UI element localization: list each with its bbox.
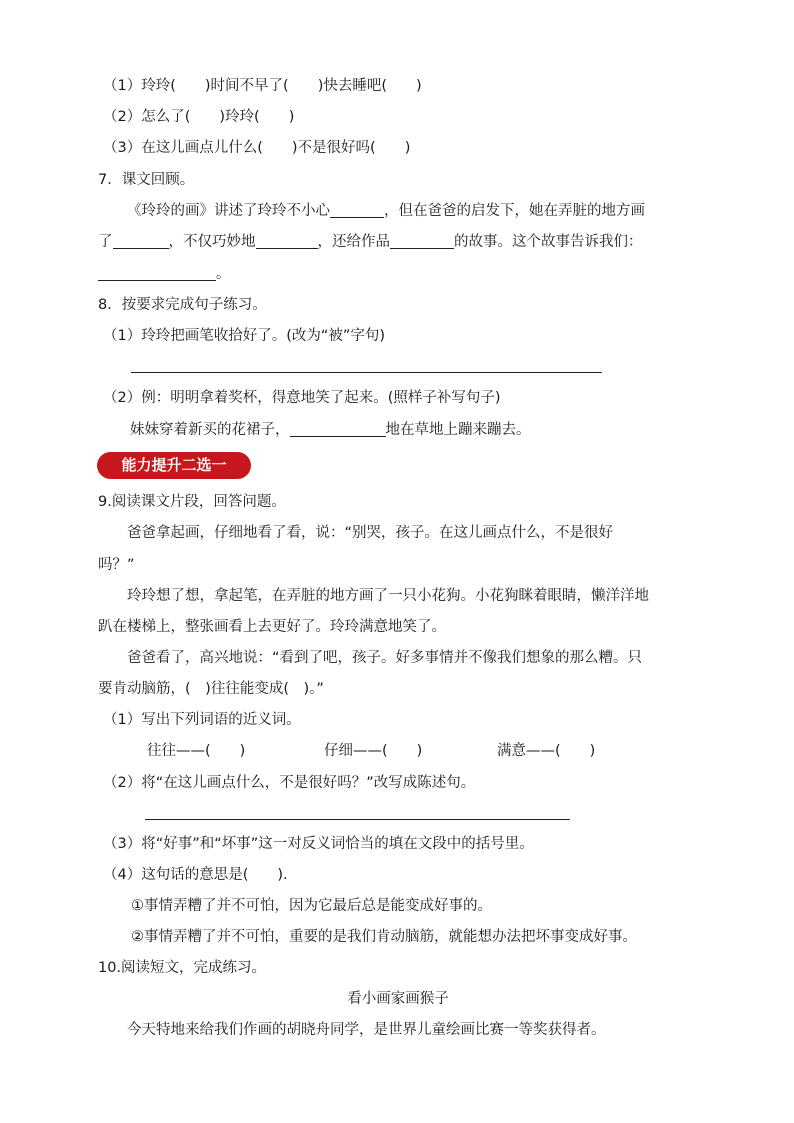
q9-synonym-2: 仔细——( ) [324,743,423,759]
q6-item-2: （2）怎么了( )玲玲( ) [103,109,295,125]
q9-sub-1: （1）写出下列词语的近义词。 [103,712,301,728]
q10-title: 看小画家画猴子 [347,991,449,1007]
q7-text-1a: 《玲玲的画》讲述了玲玲不小心 [127,203,330,219]
section-banner: 能力提升二选一 [97,452,251,479]
q7-blank-2[interactable] [113,233,169,249]
q10-para-1: 今天特地来给我们作画的胡晓舟同学，是世界儿童绘画比赛一等奖获得者。 [127,1022,606,1038]
q9-option-2: ②事情弄糟了并不可怕，重要的是我们肯动脑筋，就能想办法把坏事变成好事。 [131,929,637,945]
q7-text-1b: ，但在爸爸的启发下，她在弄脏的地方画 [384,203,645,219]
q7-blank-4[interactable] [390,233,454,249]
q7-blank-5[interactable] [98,265,216,281]
q7-text-2d: 的故事。这个故事告诉我们： [454,234,643,250]
q7-heading: 7．课文回顾。 [98,172,195,188]
q9-answer-line[interactable] [145,819,570,820]
q9-sub-4: （4）这句话的意思是( ). [103,867,288,883]
q9-sub-2: （2）将“在这儿画点什么，不是很好吗？”改写成陈述句。 [103,775,476,791]
q9-synonym-1: 往往——( ) [147,743,246,759]
q10-heading: 10.阅读短文，完成练习。 [98,960,267,976]
q6-item-1: （1）玲玲( )时间不早了( )快去睡吧( ) [103,78,422,94]
q9-para-2a: 玲玲想了想，拿起笔，在弄脏的地方画了一只小花狗。小花狗眯着眼睛，懒洋洋地 [127,588,649,604]
q9-synonym-3: 满意——( ) [497,743,596,759]
q7-line-1 [127,201,645,221]
q9-para-3a: 爸爸看了，高兴地说：“看到了吧，孩子。好多事情并不像我们想象的那么糟。只 [127,650,643,666]
q8-answer-line-1[interactable] [131,372,602,373]
q7-blank-3[interactable] [256,233,318,249]
q9-para-2b: 趴在楼梯上，整张画看上去更好了。玲玲满意地笑了。 [98,619,446,635]
q8-text-2a: 妹妹穿着新买的花裙子， [130,422,290,438]
q6-item-3: （3）在这儿画点儿什么( )不是很好吗( ) [103,140,411,156]
q8-text-2b: 地在草地上蹦来蹦去。 [385,422,531,438]
q8-item-1: （1）玲玲把画笔收拾好了。(改为“被”字句) [103,328,386,344]
q9-para-1b: 吗？” [98,557,135,573]
q7-text-2b: ，不仅巧妙地 [168,234,256,250]
q9-heading: 9.阅读课文片段，回答问题。 [98,494,286,510]
q7-text-3-end: 。 [216,266,231,282]
q8-item-2: （2）例：明明拿着奖杯，得意地笑了起来。(照样子补写句子) [103,390,501,406]
q7-text-2c: ，还给作品 [317,234,390,250]
q9-para-1a: 爸爸拿起画，仔细地看了看，说：“别哭，孩子。在这儿画点什么，不是很好 [127,525,614,541]
q9-option-1: ①事情弄糟了并不可怕，因为它最后总是能变成好事的。 [131,898,492,914]
q9-para-3b: 要肯动脑筋，( )往往能变成( )。” [98,681,324,697]
q8-blank[interactable] [290,421,386,437]
q9-sub-3: （3）将“好事”和“坏事”这一对反义词恰当的填在文段中的括号里。 [103,836,534,852]
q7-line-3 [98,264,231,284]
q8-heading: 8．按要求完成句子练习。 [98,297,267,313]
q7-blank-1[interactable] [330,202,384,218]
q8-item-2-fill [130,420,531,440]
q7-line-2 [98,232,643,252]
q7-text-2a: 了 [98,234,113,250]
